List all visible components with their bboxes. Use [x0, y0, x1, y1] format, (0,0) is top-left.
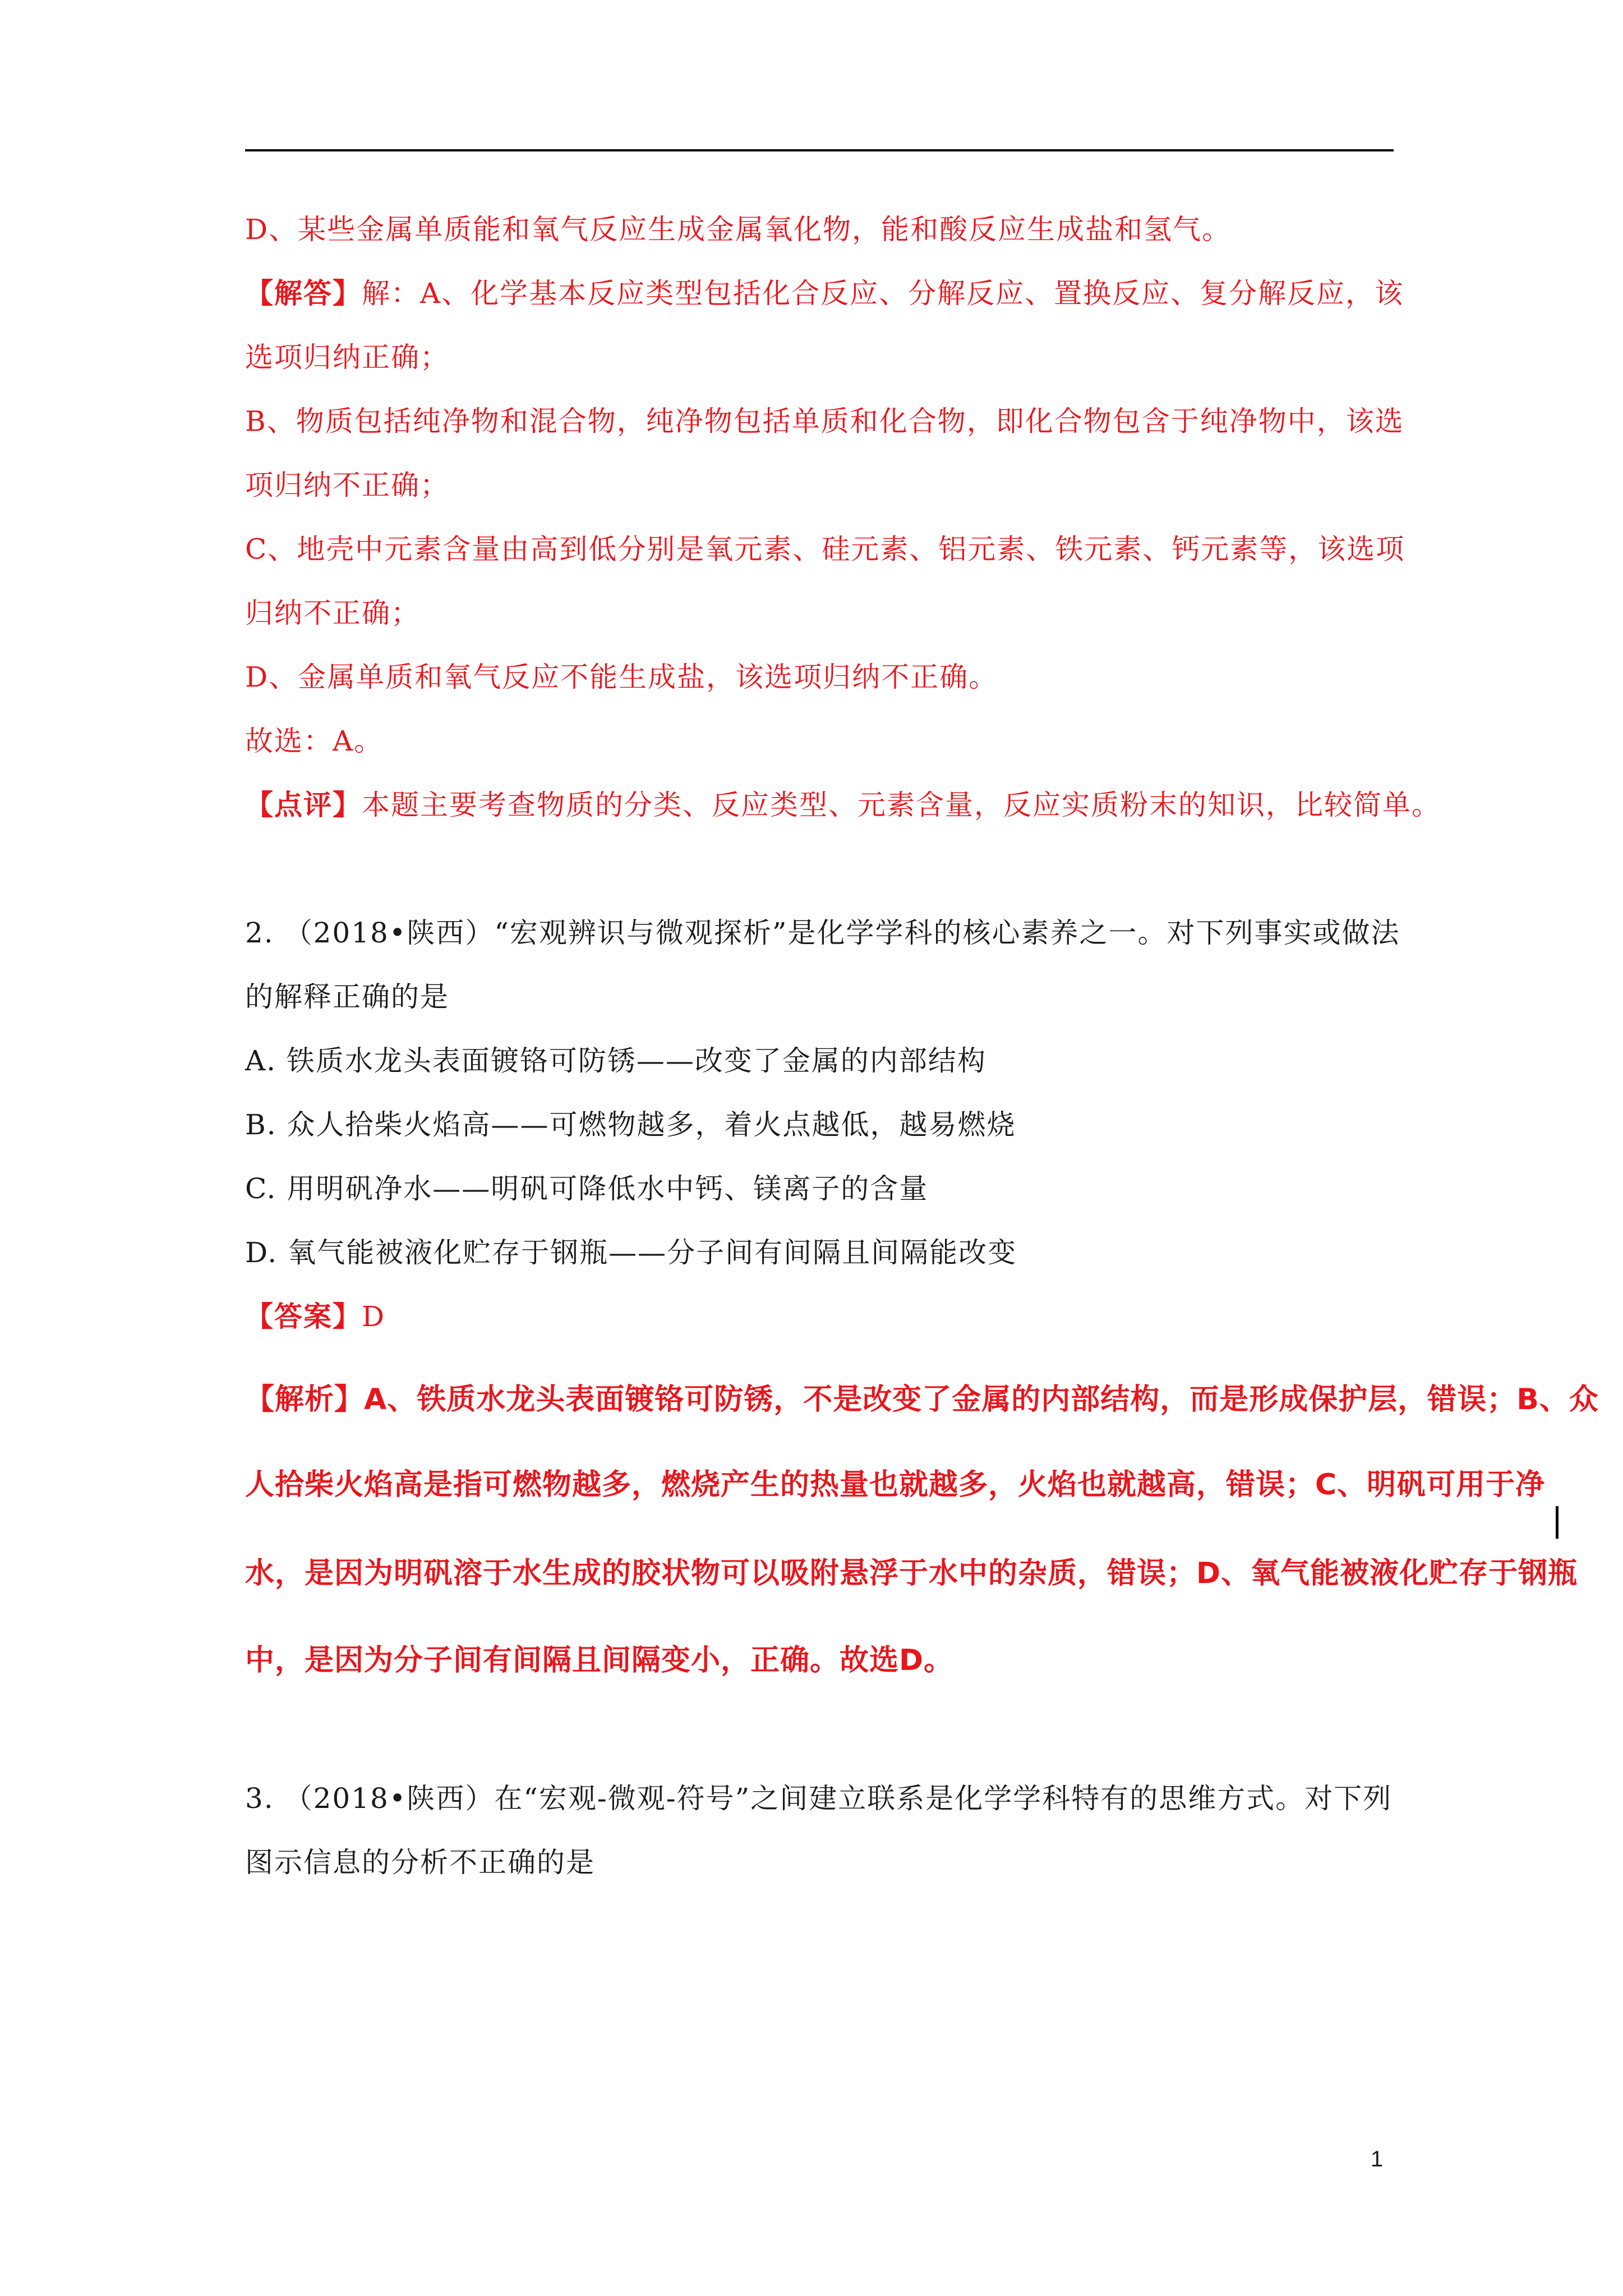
q2-jiexi-line2: 人拾柴火焰高是指可燃物越多，燃烧产生的热量也就越多，火焰也就越高，错误；C、明矾可用于净: [245, 1468, 1546, 1502]
header-rule: [245, 149, 1394, 151]
dianping-tag: 【点评】: [245, 788, 362, 821]
q1-dianping: [245, 785, 1441, 825]
q2-option-c: C. 用明矾净水——明矾可降低水中钙、镁离子的含量: [245, 1172, 929, 1205]
q2-jiexi-line1: 【解析】A、铁质水龙头表面镀铬可防锈，不是改变了金属的内部结构，而是形成保护层，错误；B、众: [245, 1383, 1599, 1416]
q2-stem-line1: 2. （2018•陕西）“宏观辨识与微观探析”是化学学科的核心素养之一。对下列事实或做法: [245, 917, 1400, 949]
q2-option-d: D. 氧气能被液化贮存于钢瓶——分子间有间隔且间隔能改变: [245, 1236, 1017, 1269]
q3-stem-line1: 3. （2018•陕西）在“宏观-微观-符号”之间建立联系是化学学科特有的思维方式。对下列: [245, 1782, 1393, 1815]
q2-option-a: A. 铁质水龙头表面镀铬可防锈——改变了金属的内部结构: [245, 1045, 986, 1077]
q1-b-line1: B、物质包括纯净物和混合物，纯净物包括单质和化合物，即化合物包含于纯净物中，该选: [245, 405, 1404, 438]
q1-choice: 故选：A。: [245, 725, 384, 757]
q1-option-d: D、某些金属单质能和氧气反应生成金属氧化物，能和酸反应生成盐和氢气。: [245, 213, 1232, 246]
text-cursor-bar: [1556, 1506, 1559, 1539]
jieda-tag: 【解答】: [245, 277, 362, 310]
q2-stem-line2: 的解释正确的是: [245, 981, 449, 1013]
jieda-text: 解：A、化学基本反应类型包括化合反应、分解反应、置换反应、复分解反应，该: [362, 277, 1404, 310]
q1-b-line2: 项归纳不正确；: [245, 469, 449, 501]
q2-option-b: B. 众人拾柴火焰高——可燃物越多，着火点越低，越易燃烧: [245, 1108, 1016, 1141]
answer-value: D: [362, 1300, 386, 1333]
page-number: 1: [1371, 2147, 1384, 2171]
q3-stem-line2: 图示信息的分析不正确的是: [245, 1846, 595, 1879]
q1-c-line1: C、地壳中元素含量由高到低分别是氧元素、硅元素、铝元素、铁元素、钙元素等，该选项: [245, 533, 1405, 565]
q1-jieda-line2: 选项归纳正确；: [245, 341, 449, 374]
q1-jieda-line1: [245, 274, 1404, 313]
q1-c-line2: 归纳不正确；: [245, 597, 420, 629]
answer-tag: 【答案】: [245, 1300, 362, 1333]
q2-jiexi-line3: 水，是因为明矾溶于水生成的胶状物可以吸附悬浮于水中的杂质，错误；D、氧气能被液化贮存于钢瓶: [245, 1557, 1578, 1590]
dianping-text: 本题主要考查物质的分类、反应类型、元素含量，反应实质粉末的知识，比较简单。: [362, 789, 1441, 821]
q2-jiexi-line4: 中，是因为分子间有间隔且间隔变小，正确。故选D。: [245, 1644, 954, 1677]
q1-d-line: D、金属单质和氧气反应不能生成盐，该选项归纳不正确。: [245, 661, 998, 693]
q2-answer: [245, 1297, 385, 1336]
